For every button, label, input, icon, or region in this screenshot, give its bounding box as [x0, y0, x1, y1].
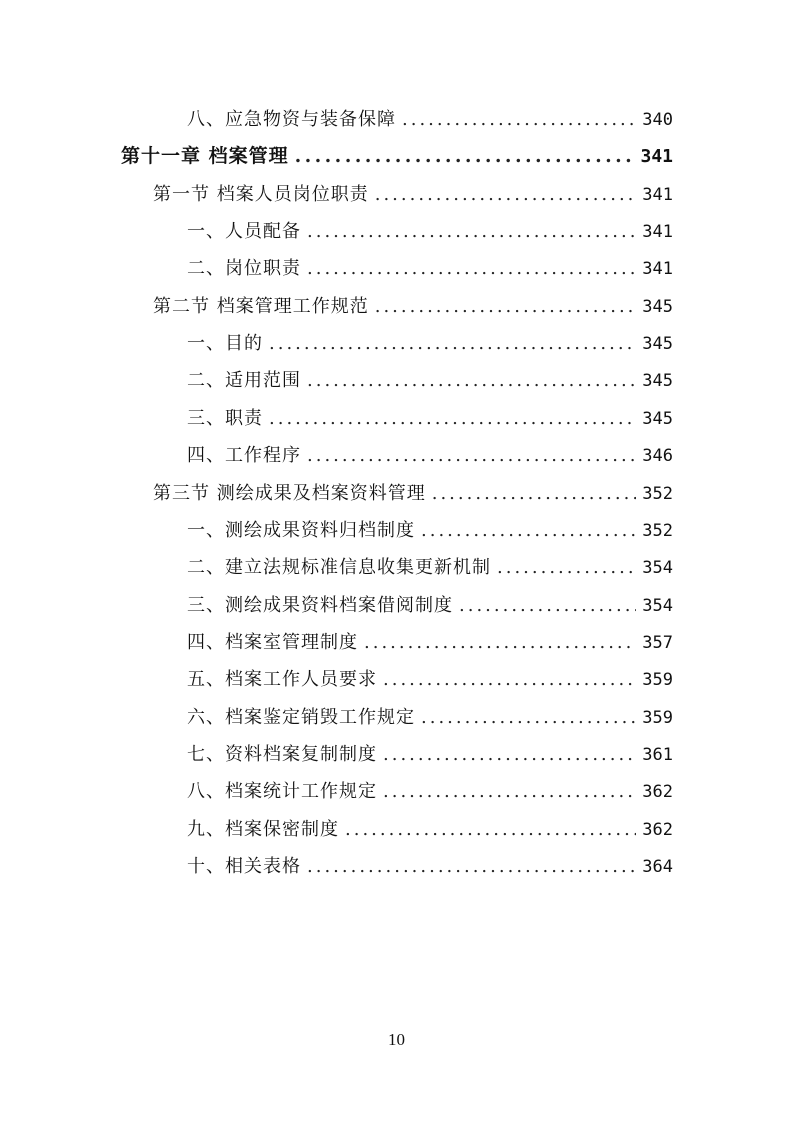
toc-entry[interactable] — [187, 624, 673, 661]
toc-entry-title: 二、适用范围 — [187, 370, 301, 391]
dot-leader — [307, 213, 636, 250]
dot-leader — [383, 773, 636, 810]
toc-entry-page: 354 — [642, 596, 673, 616]
toc-entry[interactable] — [187, 811, 673, 848]
toc-entry[interactable] — [187, 400, 673, 437]
toc-entry-page: 341 — [640, 146, 673, 167]
dot-leader — [375, 288, 637, 325]
toc-entry-page: 362 — [642, 782, 673, 802]
toc-entry-page: 346 — [642, 446, 673, 466]
toc-entry[interactable] — [187, 699, 673, 736]
toc-entry-page: 359 — [642, 670, 673, 690]
toc-entry-title: 第三节 测绘成果及档案资料管理 — [153, 483, 426, 504]
toc-entry-title: 三、测绘成果资料档案借阅制度 — [187, 595, 453, 616]
toc-entry-page: 345 — [642, 334, 673, 354]
toc-entry-title: 四、工作程序 — [187, 445, 301, 466]
dot-leader — [269, 400, 636, 437]
toc-entry-title: 四、档案室管理制度 — [187, 632, 358, 653]
dot-leader — [307, 437, 636, 474]
toc-entry[interactable] — [187, 512, 673, 549]
dot-leader — [421, 699, 636, 736]
toc-entry-title: 二、建立法规标准信息收集更新机制 — [187, 557, 491, 578]
toc-entry-page: 359 — [642, 708, 673, 728]
toc-entry-title: 八、应急物资与装备保障 — [187, 109, 396, 130]
toc-entry-title: 六、档案鉴定销毁工作规定 — [187, 707, 415, 728]
toc-entry-title: 一、目的 — [187, 333, 263, 354]
toc-entry-page: 341 — [642, 259, 673, 279]
toc-entry-title: 九、档案保密制度 — [187, 819, 339, 840]
toc-entry-title: 三、职责 — [187, 408, 263, 429]
toc-entry[interactable] — [187, 213, 673, 250]
toc-entry-title: 十、相关表格 — [187, 856, 301, 877]
toc-chapter-entry[interactable] — [121, 138, 673, 175]
toc-entry-title: 第十一章 档案管理 — [121, 145, 289, 167]
toc-entry-page: 364 — [642, 857, 673, 877]
toc-entry-page: 354 — [642, 558, 673, 578]
toc-entry-page: 361 — [642, 745, 673, 765]
toc-entry[interactable] — [187, 101, 673, 138]
toc-entry[interactable] — [187, 661, 673, 698]
toc-entry[interactable] — [187, 773, 673, 810]
dot-leader — [307, 362, 636, 399]
toc-section-entry[interactable] — [153, 475, 673, 512]
toc-entry-title: 七、资料档案复制制度 — [187, 744, 377, 765]
toc-entry-page: 340 — [642, 110, 673, 130]
toc-entry-title: 五、档案工作人员要求 — [187, 669, 377, 690]
toc-entry[interactable] — [187, 587, 673, 624]
toc-entry-title: 第二节 档案管理工作规范 — [153, 296, 369, 317]
dot-leader — [375, 176, 637, 213]
toc-entry-page: 341 — [642, 222, 673, 242]
dot-leader — [432, 475, 637, 512]
toc-entry-title: 八、档案统计工作规定 — [187, 781, 377, 802]
dot-leader — [383, 661, 636, 698]
dot-leader — [307, 250, 636, 287]
toc-entry-page: 352 — [642, 521, 673, 541]
dot-leader — [364, 624, 636, 661]
dot-leader — [421, 512, 636, 549]
toc-section-entry[interactable] — [153, 288, 673, 325]
toc-entry-title: 第一节 档案人员岗位职责 — [153, 184, 369, 205]
dot-leader — [497, 549, 636, 586]
toc-section-entry[interactable] — [153, 176, 673, 213]
toc-entry-page: 345 — [642, 297, 673, 317]
toc-entry[interactable] — [187, 250, 673, 287]
dot-leader — [345, 811, 636, 848]
page-number: 10 — [388, 1030, 405, 1049]
toc-entry-page: 345 — [642, 409, 673, 429]
toc-entry-page: 341 — [642, 185, 673, 205]
dot-leader — [459, 587, 636, 624]
dot-leader — [402, 101, 636, 138]
toc-entry-page: 357 — [642, 633, 673, 653]
dot-leader — [295, 138, 635, 175]
dot-leader — [269, 325, 636, 362]
toc-entry-title: 二、岗位职责 — [187, 258, 301, 279]
toc-entry-title: 一、测绘成果资料归档制度 — [187, 520, 415, 541]
toc-entry-page: 362 — [642, 820, 673, 840]
toc-entry[interactable] — [187, 736, 673, 773]
toc-entry[interactable] — [187, 325, 673, 362]
dot-leader — [307, 848, 636, 885]
dot-leader — [383, 736, 636, 773]
toc-entry[interactable] — [187, 362, 673, 399]
toc-entry[interactable] — [187, 848, 673, 885]
toc-entry[interactable] — [187, 437, 673, 474]
toc-entry-title: 一、人员配备 — [187, 221, 301, 242]
toc-entry[interactable] — [187, 549, 673, 586]
toc-entry-page: 352 — [642, 484, 673, 504]
toc-entry-page: 345 — [642, 371, 673, 391]
